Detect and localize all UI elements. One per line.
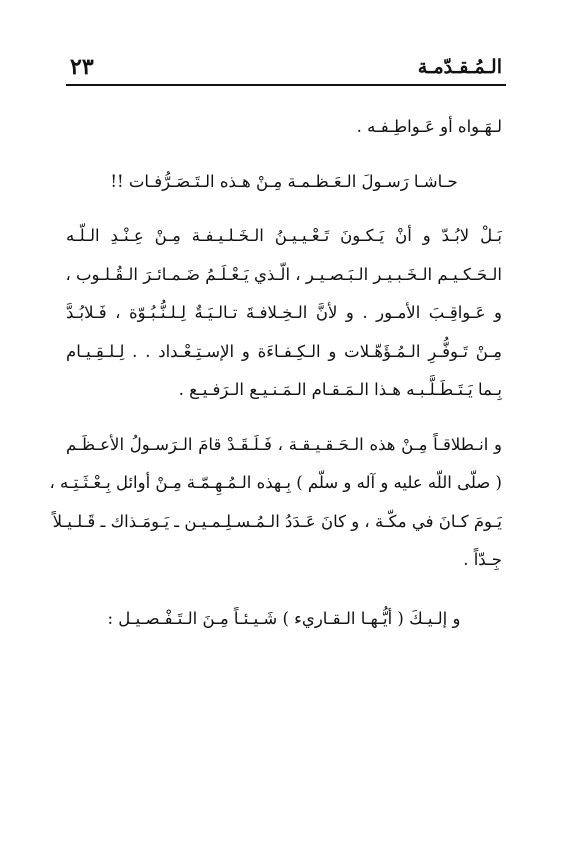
text-line: يَـومَ كـانَ في مكّـة ، و كانَ عَـدَدُ الـمُـسـلِـمـيـن ـ يَـومَـذاك ـ قَـلـيـلاً bbox=[52, 511, 502, 531]
chapter-title: الـمُـقـدّمـة bbox=[417, 56, 502, 78]
paragraph-3 bbox=[66, 217, 502, 410]
paragraph-4 bbox=[49, 426, 502, 580]
paragraph-1 bbox=[66, 108, 502, 147]
text-line: لـهَـواه أو عَـواطِـفـه . bbox=[356, 117, 502, 136]
text-line: و انـطلاقـاً مِـنْ هذه الـحَـقـيـقـة ، فَـلَـقَـدْ قامَ الـرَسـولُ الأعـظَـم bbox=[66, 434, 502, 454]
text-line: الـحَـكـيـم الـخَـبـيـر الـبَـصـيـر ، الّـذي يَـعْـلَـمُ ضَـمـائـرَ الـقُـلـوب ، bbox=[65, 264, 502, 284]
paragraph-5 bbox=[66, 600, 502, 639]
text-line: مِـنْ تَـوفُّـرِ الـمُـؤَهّـلات و الـكِـفـاءَة و الإسـتِـعْـداد . . لِـلـقِـيـام bbox=[66, 341, 502, 361]
page-body bbox=[49, 108, 502, 638]
text-line: بَـلْ لابُـدّ و أنْ يَـكـونَ تَـعْـيـيـنُ الـخَـلـيـفـة مِـنْ عِـنْـدِ الـلّـه bbox=[66, 226, 502, 245]
text-line: جِـدّاً . bbox=[463, 550, 502, 569]
text-line: ( صلّى اللّه عليه و آله و سلّم ) بِـهذه الـمُـهِـمّـة مِـنْ أوائل بِـعْـثَـتِـه ، bbox=[49, 473, 502, 492]
text-line: حـاشـا رَسـولَ الـعَـظـمـة مِـنْ هـذه الـتَـصَـرُّفـات !! bbox=[110, 171, 458, 191]
text-line: و إلـيـكَ ( أيُّـهـا الـقـاريء ) شَـيـئـاً مِـنَ الـتَـفْـصـيـل : bbox=[107, 608, 461, 628]
paragraph-2 bbox=[66, 163, 502, 202]
page-number: ٢٣ bbox=[70, 54, 94, 80]
running-header bbox=[66, 54, 506, 86]
text-line: بِـما يَـتَـطَـلَّـبـه هـذا الـمَـقـام الـمَـنـيـع الـرَفـيـع . bbox=[178, 380, 502, 399]
text-line: و عَـواقِـبَ الأمـور . و لأنَّ الـخِـلافـةَ تـالـيَـةٌ لِـلـنُّـبُـوّة ، فَـلابُـدَّ bbox=[66, 303, 502, 322]
